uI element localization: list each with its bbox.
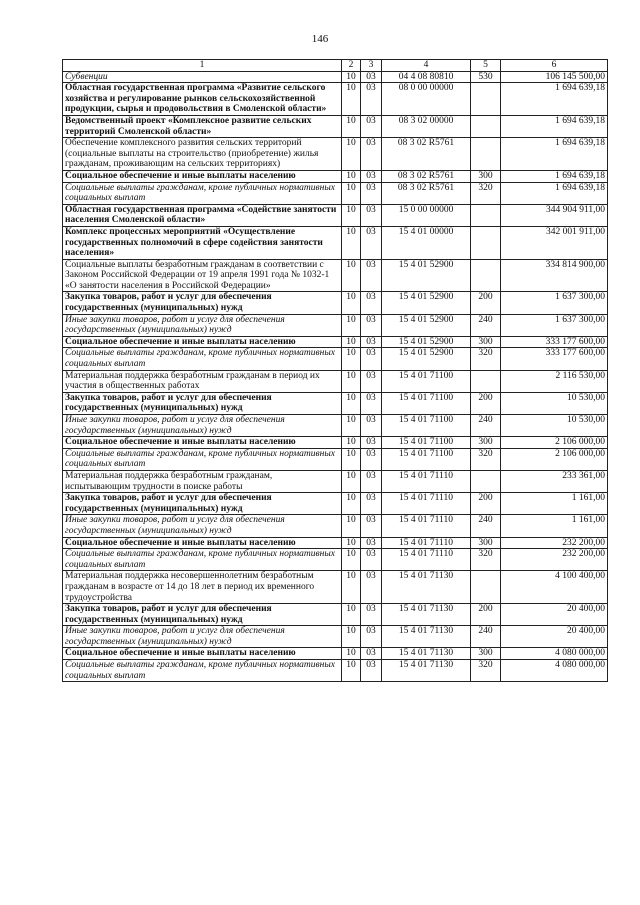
row-subsection-cell: 03 [361,537,382,549]
row-target-code-cell: 15 4 01 71100 [382,415,471,437]
table-header [63,60,608,72]
row-expense-type-cell [471,226,501,259]
row-amount-cell: 1 637 300,00 [501,314,608,336]
row-section-cell: 10 [342,470,361,492]
row-target-code-cell: 15 4 01 52900 [382,314,471,336]
row-subsection-cell: 03 [361,626,382,648]
row-target-code-cell: 15 4 01 71110 [382,470,471,492]
row-subsection-cell: 03 [361,314,382,336]
table-row [63,515,608,537]
row-name-cell: Областная государственная программа «Развитие сельского хозяйства и регулирование рынков сельскохозяйственной продукции, сырья и продовольствия в Смоленской области» [63,83,342,116]
row-target-code-cell: 15 0 00 00000 [382,204,471,226]
row-section-cell: 10 [342,115,361,137]
table-body [63,71,608,682]
row-subsection-cell: 03 [361,83,382,116]
row-name-cell: Иные закупки товаров, работ и услуг для обеспечения государственных (муниципальных) нужд [63,314,342,336]
table-row [63,259,608,292]
row-name-cell: Социальные выплаты гражданам, кроме публичных нормативных социальных выплат [63,549,342,571]
header-col-1: 1 [63,60,342,72]
row-name-cell: Материальная поддержка безработным гражданам в период их участия в общественных работах [63,370,342,392]
row-subsection-cell: 03 [361,470,382,492]
row-name-cell: Социальное обеспечение и иные выплаты населению [63,336,342,348]
row-expense-type-cell: 300 [471,648,501,660]
table-row [63,83,608,116]
row-target-code-cell: 04 4 08 80810 [382,71,471,83]
header-col-5: 5 [471,60,501,72]
row-amount-cell: 1 694 639,18 [501,170,608,182]
row-name-cell: Иные закупки товаров, работ и услуг для обеспечения государственных (муниципальных) нужд [63,415,342,437]
row-target-code-cell: 15 4 01 52900 [382,259,471,292]
row-section-cell: 10 [342,515,361,537]
row-name-cell: Иные закупки товаров, работ и услуг для обеспечения государственных (муниципальных) нужд [63,515,342,537]
row-amount-cell: 2 106 000,00 [501,448,608,470]
row-name-cell: Социальное обеспечение и иные выплаты населению [63,648,342,660]
row-section-cell: 10 [342,448,361,470]
row-section-cell: 10 [342,370,361,392]
row-name-cell: Областная государственная программа «Содействие занятости населения Смоленской области» [63,204,342,226]
table-row [63,604,608,626]
row-name-cell: Социальные выплаты гражданам, кроме публичных нормативных социальных выплат [63,182,342,204]
row-expense-type-cell: 320 [471,182,501,204]
row-section-cell: 10 [342,204,361,226]
row-amount-cell: 333 177 600,00 [501,336,608,348]
row-expense-type-cell [471,259,501,292]
row-target-code-cell: 15 4 01 52900 [382,336,471,348]
row-section-cell: 10 [342,437,361,449]
row-section-cell: 10 [342,648,361,660]
row-name-cell: Иные закупки товаров, работ и услуг для обеспечения государственных (муниципальных) нужд [63,626,342,648]
table-row [63,336,608,348]
row-name-cell: Закупка товаров, работ и услуг для обеспечения государственных (муниципальных) нужд [63,392,342,414]
table-row [63,204,608,226]
row-amount-cell: 1 694 639,18 [501,115,608,137]
row-subsection-cell: 03 [361,648,382,660]
row-subsection-cell: 03 [361,138,382,171]
row-name-cell: Ведомственный проект «Комплексное развитие сельских территорий Смоленской области» [63,115,342,137]
table-row [63,226,608,259]
row-section-cell: 10 [342,259,361,292]
row-subsection-cell: 03 [361,515,382,537]
row-section-cell: 10 [342,537,361,549]
row-section-cell: 10 [342,571,361,604]
row-amount-cell: 344 904 911,00 [501,204,608,226]
row-section-cell: 10 [342,336,361,348]
row-subsection-cell: 03 [361,170,382,182]
row-section-cell: 10 [342,493,361,515]
row-name-cell: Закупка товаров, работ и услуг для обеспечения государственных (муниципальных) нужд [63,604,342,626]
header-col-4: 4 [382,60,471,72]
row-expense-type-cell: 200 [471,292,501,314]
row-expense-type-cell: 320 [471,549,501,571]
row-target-code-cell: 15 4 01 71110 [382,549,471,571]
row-amount-cell: 233 361,00 [501,470,608,492]
row-subsection-cell: 03 [361,571,382,604]
row-amount-cell: 10 530,00 [501,392,608,414]
row-target-code-cell: 08 3 02 00000 [382,115,471,137]
row-target-code-cell: 15 4 01 71130 [382,648,471,660]
row-expense-type-cell: 300 [471,537,501,549]
row-subsection-cell: 03 [361,493,382,515]
row-name-cell: Социальные выплаты гражданам, кроме публичных нормативных социальных выплат [63,348,342,370]
row-subsection-cell: 03 [361,415,382,437]
row-amount-cell: 232 200,00 [501,549,608,571]
row-section-cell: 10 [342,348,361,370]
row-amount-cell: 1 694 639,18 [501,83,608,116]
row-section-cell: 10 [342,71,361,83]
row-expense-type-cell: 320 [471,660,501,682]
row-subsection-cell: 03 [361,392,382,414]
row-amount-cell: 342 001 911,00 [501,226,608,259]
table-row [63,549,608,571]
table-row [63,448,608,470]
row-name-cell: Социальные выплаты гражданам, кроме публичных нормативных социальных выплат [63,660,342,682]
table-row [63,571,608,604]
row-expense-type-cell [471,138,501,171]
row-target-code-cell: 08 3 02 R5761 [382,182,471,204]
table-row [63,348,608,370]
row-amount-cell: 232 200,00 [501,537,608,549]
table-row [63,182,608,204]
row-expense-type-cell: 240 [471,626,501,648]
table-row [63,170,608,182]
row-section-cell: 10 [342,604,361,626]
table-row [63,71,608,83]
row-name-cell: Материальная поддержка несовершеннолетним безработным гражданам в возрасте от 14 до 18 лет в период их временного трудоустройства [63,571,342,604]
row-target-code-cell: 15 4 01 71100 [382,448,471,470]
row-expense-type-cell: 320 [471,448,501,470]
row-expense-type-cell [471,370,501,392]
row-amount-cell: 1 694 639,18 [501,182,608,204]
header-col-3: 3 [361,60,382,72]
row-expense-type-cell [471,571,501,604]
row-target-code-cell: 08 3 02 R5761 [382,170,471,182]
row-subsection-cell: 03 [361,348,382,370]
row-amount-cell: 4 080 000,00 [501,648,608,660]
row-amount-cell: 20 400,00 [501,626,608,648]
table-row [63,314,608,336]
table-row [63,138,608,171]
row-amount-cell: 1 694 639,18 [501,138,608,171]
row-expense-type-cell: 530 [471,71,501,83]
row-amount-cell: 1 637 300,00 [501,292,608,314]
row-target-code-cell: 15 4 01 71100 [382,437,471,449]
row-amount-cell: 334 814 900,00 [501,259,608,292]
row-expense-type-cell: 240 [471,314,501,336]
row-subsection-cell: 03 [361,336,382,348]
row-target-code-cell: 15 4 01 71110 [382,537,471,549]
row-target-code-cell: 15 4 01 71130 [382,660,471,682]
row-expense-type-cell [471,204,501,226]
row-section-cell: 10 [342,170,361,182]
row-amount-cell: 106 145 500,00 [501,71,608,83]
row-amount-cell: 4 080 000,00 [501,660,608,682]
row-target-code-cell: 15 4 01 52900 [382,292,471,314]
row-section-cell: 10 [342,138,361,171]
table-row [63,493,608,515]
row-target-code-cell: 15 4 01 71130 [382,571,471,604]
row-subsection-cell: 03 [361,292,382,314]
row-name-cell: Закупка товаров, работ и услуг для обеспечения государственных (муниципальных) нужд [63,493,342,515]
row-expense-type-cell: 200 [471,493,501,515]
row-target-code-cell: 15 4 01 71110 [382,515,471,537]
row-name-cell: Социальные выплаты безработным гражданам в соответствии с Законом Российской Федерации от 19 апреля 1991 года № 1032-1 «О занятости населения в Российской Федерации» [63,259,342,292]
table-row [63,537,608,549]
row-name-cell: Социальное обеспечение и иные выплаты населению [63,170,342,182]
row-amount-cell: 10 530,00 [501,415,608,437]
row-name-cell: Закупка товаров, работ и услуг для обеспечения государственных (муниципальных) нужд [63,292,342,314]
row-expense-type-cell: 240 [471,515,501,537]
row-name-cell: Обеспечение комплексного развития сельских территорий (социальные выплаты на строительство (приобретение) жилья гражданам, проживающим на сельских территориях) [63,138,342,171]
row-amount-cell: 333 177 600,00 [501,348,608,370]
row-subsection-cell: 03 [361,549,382,571]
row-target-code-cell: 15 4 01 00000 [382,226,471,259]
row-expense-type-cell [471,115,501,137]
row-expense-type-cell: 300 [471,437,501,449]
table-row [63,415,608,437]
row-section-cell: 10 [342,226,361,259]
row-target-code-cell: 15 4 01 71110 [382,493,471,515]
table-row [63,648,608,660]
row-expense-type-cell: 300 [471,170,501,182]
table-row [63,626,608,648]
row-subsection-cell: 03 [361,204,382,226]
row-target-code-cell: 15 4 01 71130 [382,626,471,648]
row-subsection-cell: 03 [361,448,382,470]
table-row [63,470,608,492]
row-expense-type-cell: 320 [471,348,501,370]
row-subsection-cell: 03 [361,259,382,292]
row-section-cell: 10 [342,660,361,682]
row-subsection-cell: 03 [361,660,382,682]
row-target-code-cell: 08 3 02 R5761 [382,138,471,171]
row-target-code-cell: 15 4 01 71100 [382,392,471,414]
row-target-code-cell: 08 0 00 00000 [382,83,471,116]
row-section-cell: 10 [342,549,361,571]
page-number: 146 [311,33,329,45]
row-subsection-cell: 03 [361,182,382,204]
row-amount-cell: 1 161,00 [501,493,608,515]
row-section-cell: 10 [342,415,361,437]
row-target-code-cell: 15 4 01 71130 [382,604,471,626]
row-name-cell: Социальное обеспечение и иные выплаты населению [63,437,342,449]
row-subsection-cell: 03 [361,226,382,259]
row-section-cell: 10 [342,314,361,336]
row-expense-type-cell: 240 [471,415,501,437]
header-col-6: 6 [501,60,608,72]
row-expense-type-cell [471,470,501,492]
row-section-cell: 10 [342,292,361,314]
table-row [63,370,608,392]
table-row [63,660,608,682]
row-name-cell: Комплекс процессных мероприятий «Осуществление государственных полномочий в сфере содействия занятости населения» [63,226,342,259]
row-amount-cell: 4 100 400,00 [501,571,608,604]
table-row [63,437,608,449]
row-name-cell: Социальное обеспечение и иные выплаты населению [63,537,342,549]
row-name-cell: Материальная поддержка безработным гражданам, испытывающим трудности в поиске работы [63,470,342,492]
row-section-cell: 10 [342,182,361,204]
row-expense-type-cell [471,83,501,116]
header-row [63,60,608,72]
row-section-cell: 10 [342,392,361,414]
row-amount-cell: 20 400,00 [501,604,608,626]
table-row [63,115,608,137]
row-subsection-cell: 03 [361,115,382,137]
header-col-2: 2 [342,60,361,72]
row-section-cell: 10 [342,626,361,648]
row-name-cell: Субвенции [63,71,342,83]
row-amount-cell: 2 116 530,00 [501,370,608,392]
row-subsection-cell: 03 [361,437,382,449]
row-section-cell: 10 [342,83,361,116]
row-expense-type-cell: 300 [471,336,501,348]
row-subsection-cell: 03 [361,604,382,626]
row-subsection-cell: 03 [361,71,382,83]
row-target-code-cell: 15 4 01 52900 [382,348,471,370]
budget-table [62,59,608,682]
table-row [63,392,608,414]
table-row [63,292,608,314]
row-subsection-cell: 03 [361,370,382,392]
row-amount-cell: 1 161,00 [501,515,608,537]
row-expense-type-cell: 200 [471,604,501,626]
row-expense-type-cell: 200 [471,392,501,414]
row-name-cell: Социальные выплаты гражданам, кроме публичных нормативных социальных выплат [63,448,342,470]
row-target-code-cell: 15 4 01 71100 [382,370,471,392]
row-amount-cell: 2 106 000,00 [501,437,608,449]
